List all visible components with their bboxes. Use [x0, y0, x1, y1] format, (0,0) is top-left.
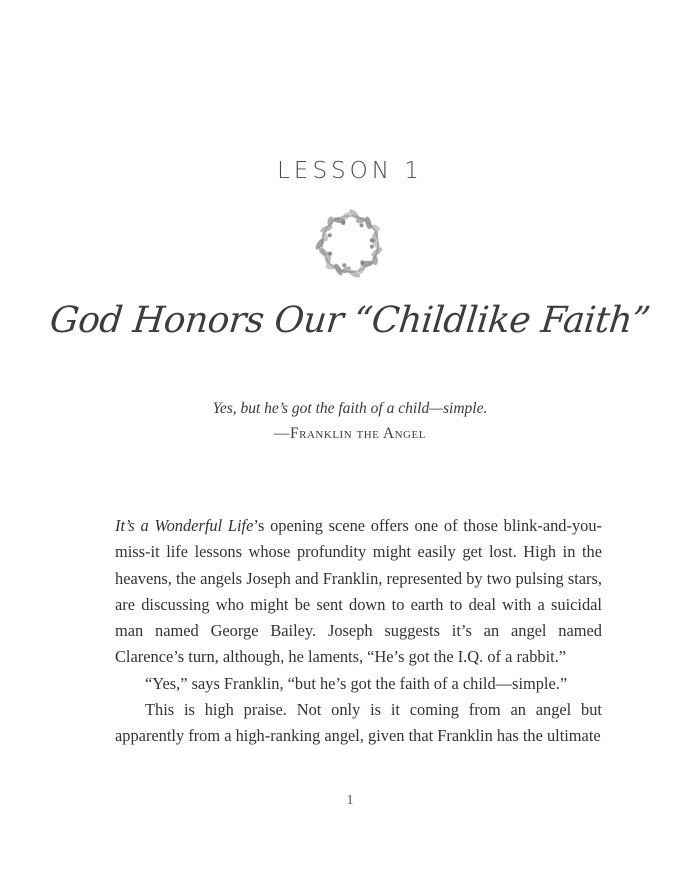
epigraph-quote: Yes, but he’s got the faith of a child—simple.: [212, 400, 488, 417]
epigraph: [0, 396, 700, 446]
paragraph-1: [115, 513, 602, 671]
lesson-label: LESSON 1: [277, 158, 423, 184]
paragraph-1-text: ’s opening scene offers one of those blink-and-you-miss-it life lessons whose profundity might easily get lost. High in the heavens, the angels Joseph and Franklin, represented by two pulsing stars, are discussing who might be sent down to earth to deal with a suicidal man named George Bailey. Joseph suggests it’s an angel named Clarence’s turn, although, he laments, “He’s got the I.Q. of a rabbit.”: [115, 516, 602, 667]
paragraph-2: “Yes,” says Franklin, “but he’s got the faith of a child—simple.”: [145, 673, 568, 693]
page-number: 1: [346, 793, 354, 808]
wreath-icon: [310, 203, 390, 285]
film-title: It’s a Wonderful Life: [115, 516, 254, 535]
chapter-title: God Honors Our “Childlike Faith”: [47, 300, 652, 341]
epigraph-attribution: —Franklin the Angel: [274, 425, 426, 442]
paragraph-3: This is high praise. Not only is it coming from an angel but apparently from a high-ranking angel, given that Franklin has the ultimate: [115, 700, 602, 746]
body-text: [115, 513, 602, 750]
